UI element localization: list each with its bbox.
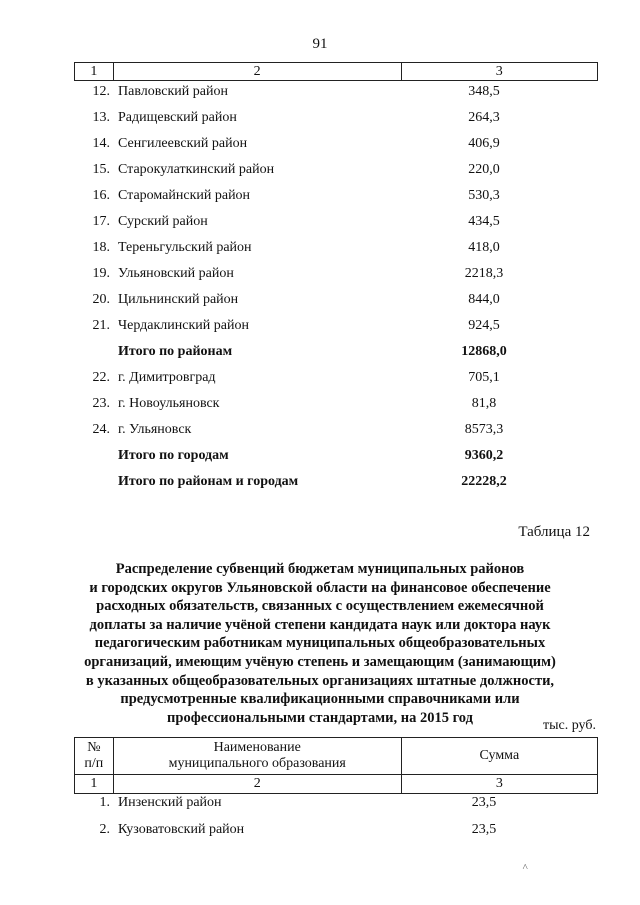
row-value: 418,0 <box>468 240 500 255</box>
row-value: 23,5 <box>471 822 497 837</box>
total-row <box>74 471 598 497</box>
row-value: 264,3 <box>468 110 500 125</box>
col-numbering-2: 2 <box>113 775 401 794</box>
col-header-number-line1: № <box>87 740 101 755</box>
row-value: 81,8 <box>471 396 497 411</box>
title-line: расходных обязательств, связанных с осуществлением ежемесячной <box>96 598 544 615</box>
row-number: 17. <box>92 214 110 229</box>
row-value: 9360,2 <box>464 448 504 463</box>
table-row <box>74 159 598 185</box>
row-value: 434,5 <box>468 214 500 229</box>
title-line: доплаты за наличие учёной степени кандидата наук или доктора наук <box>89 616 551 633</box>
row-number: 13. <box>92 110 110 125</box>
table-row <box>74 419 598 445</box>
row-value: 23,5 <box>471 795 497 810</box>
row-name: Ульяновский район <box>118 266 234 281</box>
col-header-3: 3 <box>401 63 598 81</box>
row-name: г. Димитровград <box>118 370 216 385</box>
row-name: Старокулаткинский район <box>118 162 275 177</box>
row-name: Итого по городам <box>118 448 229 463</box>
row-value: 406,9 <box>468 136 500 151</box>
total-row <box>74 445 598 471</box>
row-name: Сурский район <box>118 214 208 229</box>
row-name: Павловский район <box>118 84 228 99</box>
table-row <box>74 315 598 341</box>
row-number: 24. <box>92 422 110 437</box>
table-row <box>74 289 598 315</box>
table1-body <box>74 81 598 497</box>
table-row <box>74 237 598 263</box>
col-header-name <box>113 738 401 775</box>
col-header-name-line1: Наименование <box>213 740 301 755</box>
table-row <box>74 367 598 393</box>
title-line: и городских округов Ульяновской области на финансовое обеспечение <box>89 579 551 596</box>
row-value: 348,5 <box>468 84 500 99</box>
row-number: 21. <box>92 318 110 333</box>
title-line: Распределение субвенций бюджетам муниципальных районов <box>115 561 525 577</box>
title-line: организаций, имеющим учёную степень и замещающим (занимающим) <box>84 653 556 670</box>
row-name: Итого по районам <box>118 344 233 359</box>
col-numbering-1: 1 <box>75 775 114 794</box>
col-header-number <box>75 738 114 775</box>
row-value: 2218,3 <box>464 266 504 281</box>
row-number: 23. <box>92 396 110 411</box>
row-number: 16. <box>92 188 110 203</box>
row-number: 1. <box>99 795 110 810</box>
row-number: 22. <box>92 370 110 385</box>
row-number: 2. <box>99 822 110 837</box>
row-value: 12868,0 <box>461 344 507 359</box>
row-name: Инзенский район <box>118 795 222 810</box>
row-name: Радищевский район <box>118 110 237 125</box>
row-number: 12. <box>92 84 110 99</box>
table-label: Таблица 12 <box>518 524 590 540</box>
table-row <box>74 81 598 107</box>
scan-mark: ˄ <box>522 862 528 873</box>
page-number: 91 <box>312 36 328 52</box>
row-value: 22228,2 <box>461 474 507 489</box>
row-name: Итого по районам и городам <box>118 474 299 489</box>
row-value: 220,0 <box>468 162 500 177</box>
row-name: Цильнинский район <box>118 292 239 307</box>
row-number: 15. <box>92 162 110 177</box>
table-row <box>74 263 598 289</box>
row-number: 18. <box>92 240 110 255</box>
title-line: профессиональными стандартами, на 2015 год <box>167 709 473 726</box>
table2-body <box>74 791 598 845</box>
col-header-number-line2: п/п <box>84 756 104 771</box>
row-value: 844,0 <box>468 292 500 307</box>
row-name: Сенгилеевский район <box>118 136 248 151</box>
row-name: Кузоватовский район <box>118 822 245 837</box>
row-number: 14. <box>92 136 110 151</box>
col-header-1: 1 <box>75 63 114 81</box>
title-line: педагогическим работникам муниципальных общеобразовательных <box>94 635 546 652</box>
table-row <box>74 185 598 211</box>
table2-header <box>74 737 598 794</box>
row-value: 530,3 <box>468 188 500 203</box>
row-name: г. Новоульяновск <box>118 396 220 411</box>
col-header-sum: Сумма <box>401 738 597 775</box>
row-name: Старомайнский район <box>118 188 251 203</box>
row-name: Чердаклинский район <box>118 318 249 333</box>
table-row <box>74 107 598 133</box>
row-name: Тереньгульский район <box>118 240 252 255</box>
title-line: предусмотренные квалификационными справочниками или <box>120 691 520 708</box>
table-title <box>80 560 560 727</box>
table-row <box>74 133 598 159</box>
row-value: 924,5 <box>468 318 500 333</box>
row-name: г. Ульяновск <box>118 422 192 437</box>
title-line: в указанных общеобразовательных организациях штатные должности, <box>85 672 555 689</box>
row-number: 19. <box>92 266 110 281</box>
row-value: 705,1 <box>468 370 500 385</box>
col-header-name-line2: муниципального образования <box>168 756 346 771</box>
row-number: 20. <box>92 292 110 307</box>
unit-label: тыс. руб. <box>543 718 596 733</box>
col-numbering-3: 3 <box>401 775 597 794</box>
table-row <box>74 393 598 419</box>
row-value: 8573,3 <box>464 422 504 437</box>
total-row <box>74 341 598 367</box>
table-row <box>74 791 598 818</box>
col-header-2: 2 <box>113 63 401 81</box>
table-row <box>74 211 598 237</box>
table1-header <box>74 62 598 81</box>
table-row <box>74 818 598 845</box>
